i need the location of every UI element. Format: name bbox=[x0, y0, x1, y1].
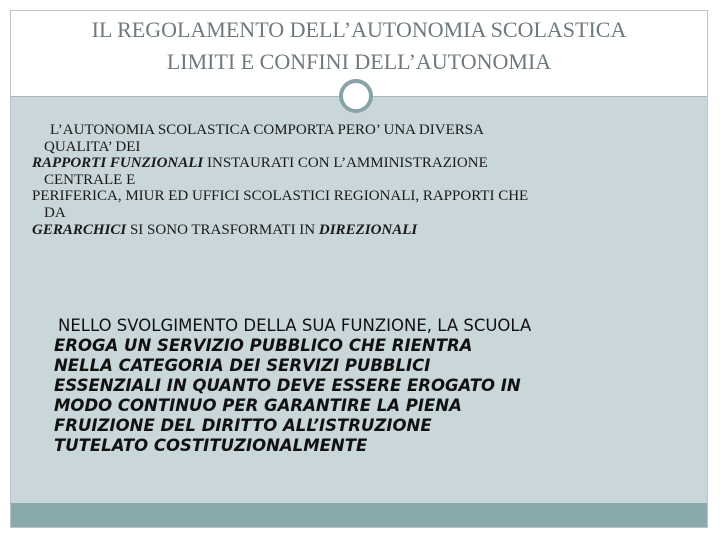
emphasis-line: EROGA UN SERVIZIO PUBBLICO CHE RIENTRA bbox=[54, 336, 473, 355]
text-line bbox=[32, 222, 692, 239]
text-line: PERIFERICA, MIUR ED UFFICI SCOLASTICI REGIONALI, RAPPORTI CHE bbox=[32, 188, 529, 205]
circle-ornament-icon bbox=[339, 79, 373, 113]
emphasis-line: FRUIZIONE DEL DIRITTO ALL’ISTRUZIONE bbox=[54, 416, 432, 435]
emphasis-line: MODO CONTINUO PER GARANTIRE LA PIENA bbox=[54, 396, 462, 415]
emphasis-text: DIREZIONALI bbox=[318, 221, 418, 238]
emphasis-line: TUTELATO COSTITUZIONALMENTE bbox=[54, 436, 368, 455]
text-line: CENTRALE E bbox=[44, 171, 136, 188]
emphasis-text: GERARCHICI bbox=[32, 221, 127, 238]
text-line: DA bbox=[44, 204, 66, 221]
text-span: INSTAURATI CON L’AMMINISTRAZIONE bbox=[203, 155, 488, 172]
text-line: L’AUTONOMIA SCOLASTICA COMPORTA PERO’ UNA DIVERSA bbox=[50, 122, 484, 138]
paragraph-servizio-pubblico bbox=[54, 316, 694, 456]
emphasis-line: ESSENZIALI IN QUANTO DEVE ESSERE EROGATO IN bbox=[54, 376, 521, 395]
slide-title-line-2: LIMITI E CONFINI DELL’AUTONOMIA bbox=[166, 49, 552, 74]
slide-title-line-1: IL REGOLAMENTO DELL’AUTONOMIA SCOLASTICA bbox=[91, 17, 627, 42]
paragraph-rapporti bbox=[32, 122, 692, 238]
text-line bbox=[32, 155, 692, 172]
emphasis-line: NELLA CATEGORIA DEI SERVIZI PUBBLICI bbox=[54, 356, 431, 375]
emphasis-text: RAPPORTI FUNZIONALI bbox=[32, 155, 204, 172]
text-span: SI SONO TRASFORMATI IN bbox=[126, 221, 319, 238]
text-line: QUALITA’ DEI bbox=[44, 138, 141, 155]
text-line: NELLO SVOLGIMENTO DELLA SUA FUNZIONE, LA SCUOLA bbox=[58, 316, 532, 335]
